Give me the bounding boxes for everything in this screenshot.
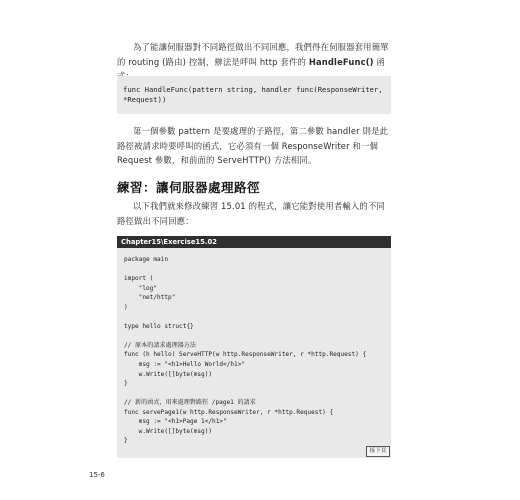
code-line: [124, 331, 366, 341]
code-line: ): [124, 303, 128, 311]
signature-line-2: *Request)): [123, 94, 167, 104]
code-line: import (: [124, 275, 154, 283]
handlefunc-name: HandleFunc(): [308, 56, 374, 67]
code-line: w.Write([]byte(msg)): [124, 427, 213, 435]
intro-text-end: 函: [376, 56, 385, 67]
signature-box: [117, 76, 391, 114]
next-page-marker: 接下頁: [366, 446, 390, 457]
code-line: package main: [124, 256, 169, 263]
explanation-paragraph: [117, 124, 393, 168]
code-line: w.Write([]byte(msg)): [124, 370, 213, 378]
code-line: [124, 265, 366, 275]
code-title: Chapter15\Exercise15.02: [117, 236, 391, 248]
code-line: [124, 389, 366, 399]
code-line: [124, 312, 366, 322]
section-heading: 練習：讓伺服器處理路徑: [117, 180, 261, 195]
explanation-text: 第一個參數 pattern 是要處理的子路徑，第二參數 handler 則是此路徑被請求時要呼叫的函式，它必須有一個 ResponseWriter 和一個 Request 參數，和前面的 ServeHTTP() 方法相同。: [117, 126, 389, 166]
code-line: func servePage1(w http.ResponseWriter, r *http.Request) {: [124, 408, 334, 416]
intro-text: 為了能讓伺服器對不同路徑做出不同回應，我們得在伺服器套用簡單的 routing (路由) 控制，辦法是呼叫 http 套件的: [117, 42, 389, 67]
code-line: "log": [124, 284, 158, 292]
code-line: }: [124, 380, 128, 388]
code-line: func (h hello) ServeHTTP(w http.ResponseWriter, r *http.Request) {: [124, 351, 367, 359]
code-line: type hello struct{}: [124, 322, 194, 330]
code-line: // 原本的請求處理器方法: [124, 341, 196, 349]
code-line: // 新的函式，用來處理對路徑 /page1 的請求: [124, 399, 256, 407]
exercise-intro-text: 以下我們就來修改練習 15.01 的程式，讓它能對使用者輸入的不同路徑做出不同回應：: [117, 201, 385, 226]
signature-code: [123, 85, 383, 105]
exercise-intro-paragraph: [117, 199, 393, 228]
page-number: 15-6: [89, 471, 105, 479]
code-line: }: [124, 437, 128, 445]
signature-line-1: func HandleFunc(pattern string, handler func(ResponseWriter,: [123, 85, 383, 94]
code-line: msg := "<h1>Page 1</h1>": [124, 418, 227, 426]
code-line: "net/http": [124, 294, 176, 302]
code-line: msg := "<h1>Hello World</h1>": [124, 361, 246, 369]
code-listing: [117, 236, 391, 458]
code-lines: [124, 255, 366, 446]
